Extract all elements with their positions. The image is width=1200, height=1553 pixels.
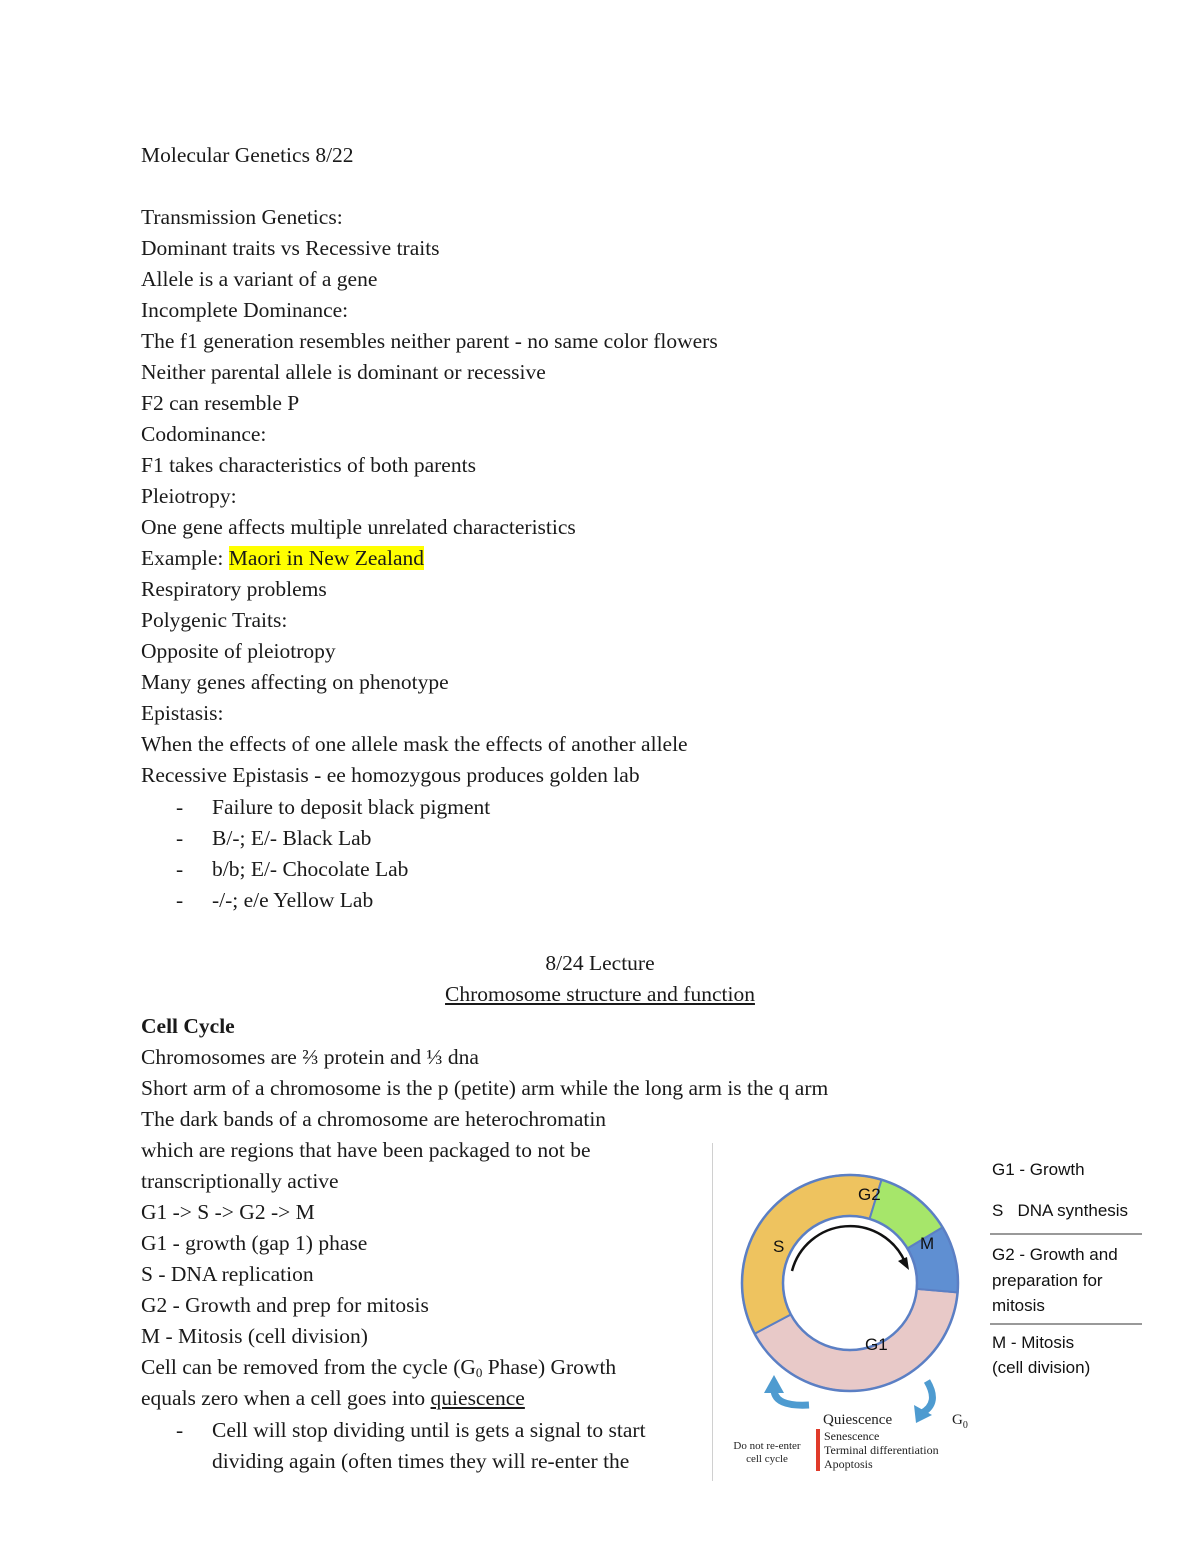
segment-label-s: S	[773, 1237, 785, 1256]
text-line: When the effects of one allele mask the effects of another allele	[141, 732, 688, 756]
text-line: Epistasis:	[141, 701, 224, 725]
highlighted-text: Maori in New Zealand	[228, 546, 424, 570]
segment-label-m: M	[920, 1234, 935, 1253]
text-line: Chromosomes are ⅔ protein and ⅓ dna	[141, 1045, 479, 1069]
text-line: Polygenic Traits:	[141, 608, 288, 632]
text-line: Short arm of a chromosome is the p (petite) arm while the long arm is the q arm	[141, 1076, 829, 1100]
bullet-dash: -	[176, 795, 184, 819]
outcome-item: Terminal differentiation	[824, 1443, 939, 1457]
legend-g2: preparation for	[992, 1271, 1103, 1290]
cell-cycle-diagram	[712, 1143, 1172, 1483]
g0-text-a: Cell can be removed from the cycle (G	[141, 1355, 476, 1379]
bullet-item: -/-; e/e Yellow Lab	[212, 888, 374, 912]
bullet-dash: -	[176, 826, 184, 850]
text-line: G1 - growth (gap 1) phase	[141, 1231, 368, 1255]
reenter-arrowhead	[764, 1375, 784, 1393]
text-line: Dominant traits vs Recessive traits	[141, 236, 440, 260]
text-line: Respiratory problems	[141, 577, 327, 601]
outcomes-bar	[816, 1429, 820, 1471]
legend-m: M - Mitosis	[992, 1333, 1075, 1352]
bullet-dash: -	[176, 1418, 184, 1442]
g0-text-b: Phase) Growth	[482, 1355, 617, 1379]
text-line: G1 -> S -> G2 -> M	[141, 1200, 315, 1224]
bullet-dash: -	[176, 888, 184, 912]
text-line: transcriptionally active	[141, 1169, 339, 1193]
g0-arrow	[922, 1381, 932, 1413]
section-heading: Cell Cycle	[141, 1014, 235, 1038]
text-line: which are regions that have been packaged to not be	[141, 1138, 591, 1162]
bullet-item: dividing again (often times they will re-enter the	[212, 1449, 630, 1473]
g0-subscript: 0	[475, 1365, 483, 1380]
g0-line	[141, 1352, 616, 1383]
text-line: One gene affects multiple unrelated characteristics	[141, 515, 576, 539]
segment-label-g2: G2	[858, 1185, 881, 1204]
bullet-item: Cell will stop dividing until is gets a signal to start	[212, 1418, 646, 1442]
bullet-item: Failure to deposit black pigment	[212, 795, 491, 819]
legend-g2: mitosis	[992, 1296, 1045, 1315]
lecture-heading: 8/24 Lecture	[545, 951, 655, 975]
text-line: F1 takes characteristics of both parents	[141, 453, 476, 477]
section-subtitle: Chromosome structure and function	[445, 982, 755, 1006]
text-line: Neither parental allele is dominant or recessive	[141, 360, 546, 384]
text-line: The f1 generation resembles neither parent - no same color flowers	[141, 329, 718, 353]
bullet-item: B/-; E/- Black Lab	[212, 826, 372, 850]
legend-s: S DNA synthesis	[992, 1201, 1129, 1220]
text-line: Pleiotropy:	[141, 484, 237, 508]
legend-g2: G2 - Growth and	[992, 1245, 1118, 1264]
reenter-text: cell cycle	[746, 1453, 788, 1465]
text-line: G2 - Growth and prep for mitosis	[141, 1293, 429, 1317]
text-line: Codominance:	[141, 422, 267, 446]
ring-inner-border	[783, 1216, 917, 1350]
quiescence-word: quiescence	[430, 1386, 525, 1410]
page-title: Molecular Genetics 8/22	[141, 143, 354, 167]
text-line: Recessive Epistasis - ee homozygous produces golden lab	[141, 763, 640, 787]
segment-label-g1: G1	[865, 1335, 888, 1354]
outcome-item: Senescence	[824, 1429, 880, 1443]
quiescence-label: Quiescence	[823, 1412, 893, 1428]
outcome-item: Apoptosis	[824, 1457, 873, 1471]
text-line: Incomplete Dominance:	[141, 298, 349, 322]
text-line: S - DNA replication	[141, 1262, 314, 1286]
text-line: Opposite of pleiotropy	[141, 639, 336, 663]
bullet-item: b/b; E/- Chocolate Lab	[212, 857, 409, 881]
legend-m: (cell division)	[992, 1358, 1091, 1377]
example-line	[141, 543, 424, 574]
text-line: M - Mitosis (cell division)	[141, 1324, 368, 1348]
example-prefix: Example:	[141, 546, 229, 570]
quiescence-line	[141, 1383, 525, 1414]
text-line: Transmission Genetics:	[141, 205, 343, 229]
text-line: F2 can resemble P	[141, 391, 300, 415]
legend-g1: G1 - Growth	[992, 1160, 1085, 1179]
reenter-text: Do not re-enter	[733, 1440, 801, 1452]
text-line: Allele is a variant of a gene	[141, 267, 378, 291]
g0-label: $G_0$	[952, 1412, 968, 1431]
text-line: Many genes affecting on phenotype	[141, 670, 449, 694]
quiescence-prefix: equals zero when a cell goes into	[141, 1386, 431, 1410]
bullet-dash: -	[176, 857, 184, 881]
text-line: The dark bands of a chromosome are heterochromatin	[141, 1107, 607, 1131]
